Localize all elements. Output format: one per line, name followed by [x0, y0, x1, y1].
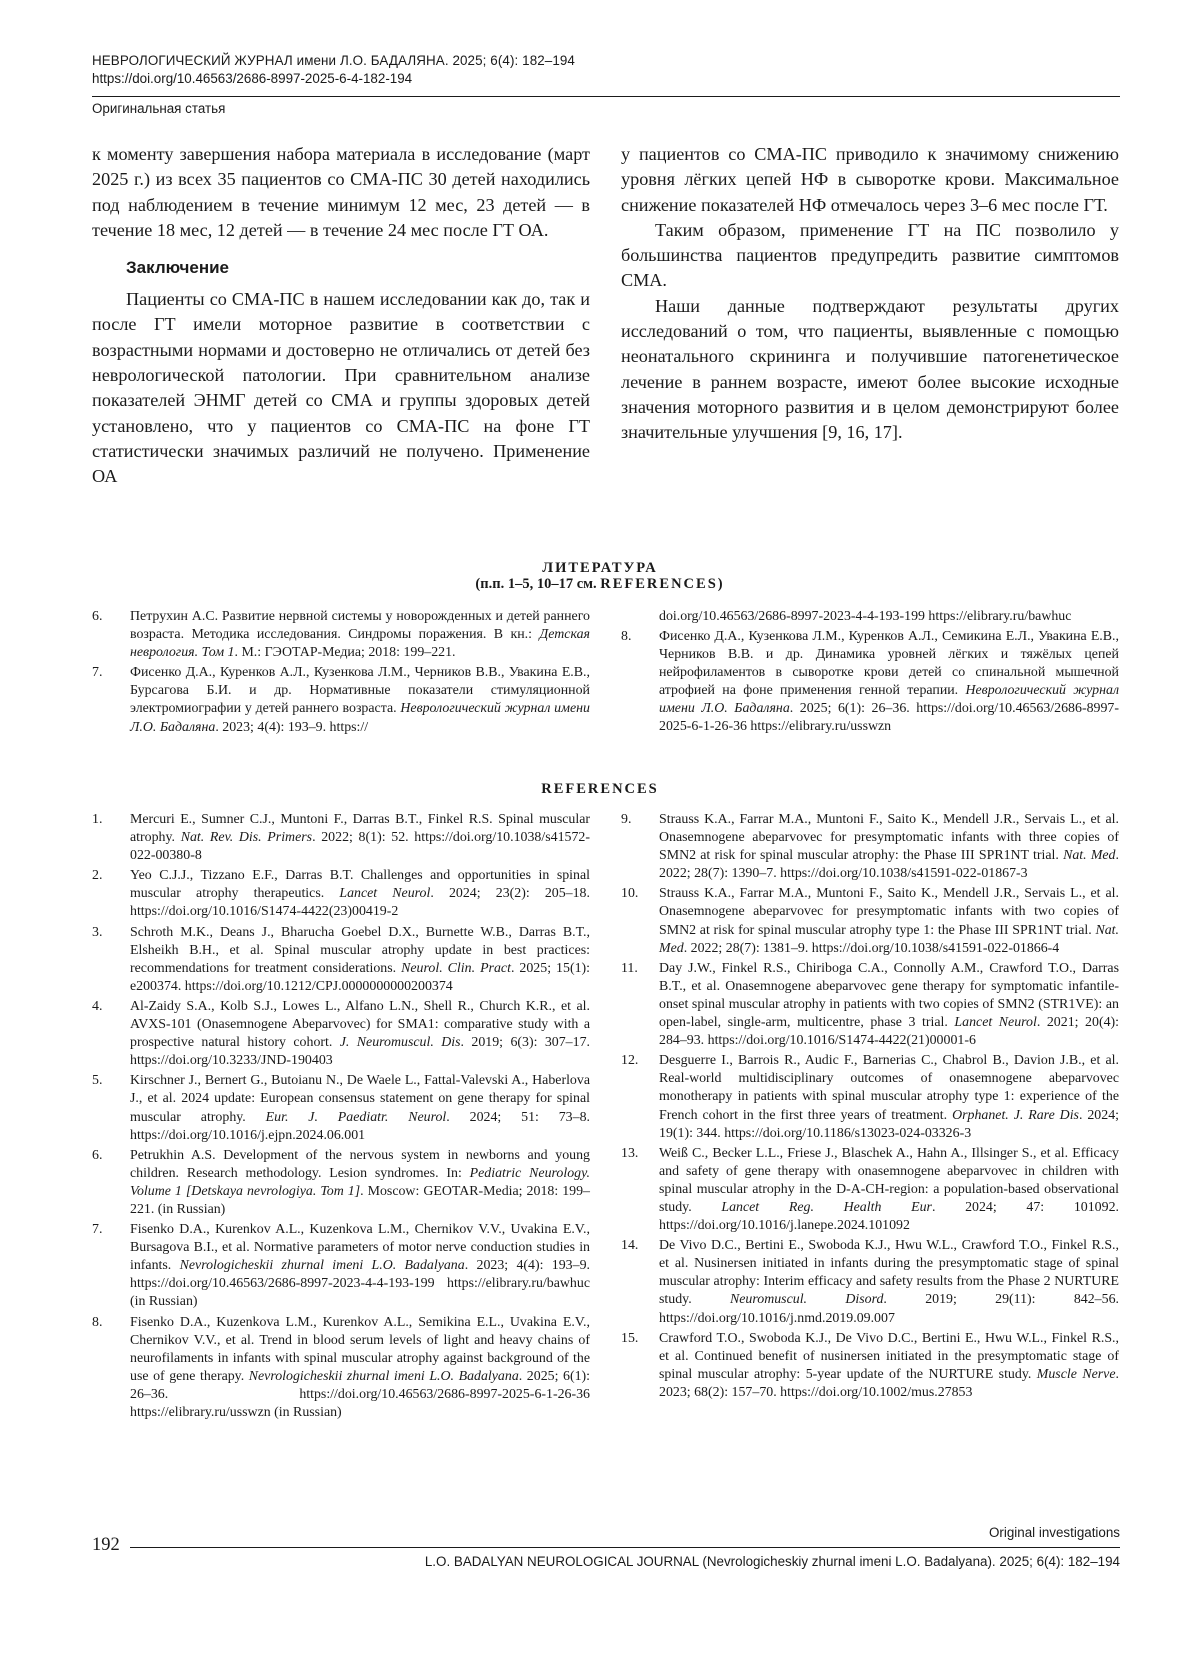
en-references-left [92, 811, 590, 1424]
reference-continuation: doi.org/10.46563/2686-8997-2023-4-4-193-199 https://elibrary.ru/bawhuc [659, 609, 1072, 624]
reference-item [92, 1221, 590, 1311]
reference-source: Lancet Neurol [339, 886, 431, 902]
body-column-left [92, 142, 590, 490]
reference-item [92, 1314, 590, 1423]
reference-details: . Moscow: GEOTAR-Media; 2018: 199–221. (in Russian) [130, 1183, 590, 1217]
literature-heading: ЛИТЕРАТУРА [542, 560, 658, 576]
reference-number: 14. [621, 1238, 639, 1254]
reference-number: 10. [621, 886, 639, 902]
reference-item [92, 811, 590, 865]
footer-divider [130, 1547, 1120, 1548]
reference-item [92, 998, 590, 1070]
reference-source: Nat. Rev. Dis. Primers [180, 830, 313, 846]
reference-text: Strauss K.A., Farrar M.A., Muntoni F., Saito K., Mendell J.R., Servais L., et al. Onasemnogene abeparvovec for presymptomatic infants with three copies of SMN2 at risk for spinal muscular atrophy: the Phase III SPR1NT trial. [659, 812, 1119, 864]
article-doi[interactable]: https://doi.org/10.46563/2686-8997-2025-6-4-182-194 [92, 71, 413, 86]
page-header [92, 52, 1120, 88]
ru-references-right-list [621, 628, 1119, 739]
reference-source: Nevrologicheskii zhurnal imeni L.O. Badalyana [179, 1258, 465, 1274]
body-paragraph: Наши данные подтверждают результаты других исследований о том, что пациенты, выявленные с помощью неонатального скрининга и получившие патогенетическое лечение в раннем возрасте, имеют более высокие исходные значения моторного развития и в целом демонстрируют более значительные улучшения [9, 16, 17]. [621, 295, 1119, 443]
literature-subheading-ref: REFERENCES) [600, 576, 725, 592]
reference-text: Al-Zaidy S.A., Kolb S.J., Lowes L., Alfano L.N., Shell R., Church K.R., et al. AVXS-101 (Onasemnogene Abeparvovec) for SMA1: comparative study with a prospective natural history cohort. [130, 998, 590, 1051]
references-heading: REFERENCES [541, 781, 659, 797]
body-paragraph: к моменту завершения набора материала в исследование (март 2025 г.) из всех 35 пациентов со СМА-ПС 30 детей находились под наблюдением в течение минимум 12 мес, 23 детей — в течение 18 мес, 12 детей — в течение 24 мес после ГТ ОА. [92, 144, 590, 240]
reference-number: 6. [92, 1147, 103, 1163]
reference-item [92, 664, 590, 736]
reference-number: 15. [621, 1330, 639, 1346]
reference-number: 3. [92, 924, 103, 940]
reference-number: 12. [621, 1053, 639, 1069]
reference-details: . 2025; 6(1): 26–36. https://doi.org/10.46563/2686-8997-2025-6-1-26-36 https://elibrary.ru/usswzn (in Russian) [130, 1368, 591, 1420]
reference-details: . 2022; 28(7): 1390–7. https://doi.org/10.1038/s41591-022-01867-3 [659, 848, 1119, 882]
reference-text: Yeo C.J.J., Tizzano E.F., Darras B.T. Challenges and opportunities in spinal muscular atrophy therapeutics. [130, 868, 590, 902]
en-references-right [621, 811, 1119, 1404]
footer-journal: L.O. BADALYAN NEUROLOGICAL JOURNAL (Nevrologicheskiy zhurnal imeni L.O. Badalyana). 2025; 6(4): 182–194 [424, 1554, 1120, 1569]
conclusion-heading: Заключение [126, 258, 229, 278]
journal-header: НЕВРОЛОГИЧЕСКИЙ ЖУРНАЛ имени Л.О. БАДАЛЯНА. 2025; 6(4): 182–194 [92, 53, 575, 68]
reference-details: . 2023; 4(4): 193–9. https://doi.org/10.46563/2686-8997-2023-4-4-193-199 https://elibrary.ru/bawhuc (in Russian) [130, 1258, 590, 1310]
reference-text: Crawford T.O., Swoboda K.J., De Vivo D.C., Bertini E., Hwu W.L., Finkel R.S., et al. Continued benefit of nusinersen initiated in the presymptomatic stage of spinal muscular atrophy: 5-year update of the NURTURE study. [659, 1330, 1119, 1382]
reference-number: 9. [621, 812, 632, 827]
reference-number: 1. [92, 812, 103, 827]
reference-item [621, 1145, 1119, 1235]
literature-subheading [0, 576, 1200, 593]
reference-source: Neuromuscul. Disord [729, 1292, 884, 1308]
reference-source: Neurol. Clin. Pract [401, 960, 511, 976]
reference-item [92, 924, 590, 996]
reference-item [621, 1052, 1119, 1142]
reference-details: . 2022; 28(7): 1381–9. https://doi.org/10.1038/s41591-022-01866-4 [683, 940, 1060, 956]
literature-subheading-text: (п.п. 1–5, 10–17 см. [475, 576, 601, 592]
reference-source: Orphanet. J. Rare Dis [952, 1107, 1079, 1123]
reference-item [621, 885, 1119, 957]
reference-source: Nat. Med [659, 922, 1119, 956]
reference-item [92, 1147, 590, 1219]
reference-details: . 2019; 6(3): 307–17. https://doi.org/10.3233/JND-190403 [130, 1035, 590, 1069]
reference-text: Kirschner J., Bernert G., Butoianu N., De Waele L., Fattal-Valevski A., Haberlova J., et al. 2024 update: European consensus statement on gene therapy for spinal muscular atrophy. [130, 1073, 590, 1125]
reference-number: 6. [92, 609, 103, 624]
reference-details: . М.: ГЭОТАР-Медиа; 2018: 199–221. [234, 645, 456, 661]
reference-text: Strauss K.A., Farrar M.A., Muntoni F., Saito K., Mendell J.R., Servais L., et al. Onasemnogene abeparvovec for presymptomatic infants with two copies of SMN2 at risk for spinal muscular atrophy type 1: the Phase III SPR1NT trial. [659, 886, 1119, 938]
reference-source: Eur. J. Paediatr. Neurol [265, 1109, 447, 1125]
reference-source: J. Neuromuscul. Dis [339, 1035, 461, 1051]
reference-details: . 2019; 29(11): 842–56. https://doi.org/10.1016/j.nmd.2019.09.007 [659, 1292, 1119, 1326]
body-paragraph: Таким образом, применение ГТ на ПС позволило у большинства пациентов предупредить развитие симптомов СМА. [621, 219, 1119, 291]
reference-item [621, 960, 1119, 1050]
reference-text: Фисенко Д.А., Кузенкова Л.М., Куренков А.Л., Семикина Е.Л., Увакина Е.В., Черников В.В. и др. Динамика уровней лёгких и тяжёлых цепей нейрофиламентов в сыворотке крови детей со спинальной мышечной атрофией на фоне применения генной терапии. [659, 629, 1119, 699]
reference-text: Fisenko D.A., Kuzenkova L.M., Kurenkov A.L., Semikina E.L., Uvakina E.V., Chernikov V.V., et al. Trend in blood serum levels of light and heavy chains of neurofilaments in infants with spinal muscular atrophy against background of the use of gene therapy. [130, 1314, 590, 1384]
reference-source: Pediatric Neurology. Volume 1 [Detskaya nevrologiya. Tom 1] [130, 1165, 590, 1199]
reference-text: Desguerre I., Barrois R., Audic F., Barnerias C., Chabrol B., Davion J.B., et al. Real-world multidisciplinary outcomes of onasemnogene abeparvovec monotherapy in patients with spinal muscular atrophy type 1: experience of the French cohort in the first three years of treatment. [659, 1053, 1119, 1123]
reference-details: . 2024; 23(2): 205–18. https://doi.org/10.1016/S1474-4422(23)00419-2 [130, 886, 590, 920]
reference-item [621, 1237, 1119, 1327]
body-paragraph: Пациенты со СМА-ПС в нашем исследовании как до, так и после ГТ имели моторное развитие в соответствии с возрастными нормами и достоверно не отличались от детей без неврологической патологии. При сравнительном анализе показателей ЭНМГ детей со СМА и группы здоровых детей установлено, что у пациентов со СМА-ПС на фоне ГТ статистически значимых различий не получено. Применение ОА [92, 289, 590, 487]
reference-item [621, 1330, 1119, 1402]
reference-details: . 2024; 19(1): 344. https://doi.org/10.1186/s13023-024-03326-3 [659, 1107, 1120, 1141]
ru-references-right [621, 608, 1119, 628]
reference-details: . 2025; 6(1): 26–36. https://doi.org/10.46563/2686-8997-2025-6-1-26-36 https://elibrary.ru/usswzn [659, 701, 1119, 735]
reference-details: . 2022; 8(1): 52. https://doi.org/10.1038/s41572-022-00380-8 [130, 830, 590, 864]
reference-text: Fisenko D.A., Kurenkov A.L., Kuzenkova L.M., Chernikov V.V., Uvakina E.V., Bursagova B.I., et al. Normative parameters of motor nerve conduction studies in infants. [130, 1222, 590, 1274]
reference-details: . 2025; 15(1): e200374. https://doi.org/10.1212/CPJ.0000000000200374 [130, 960, 591, 994]
page-number: 192 [92, 1535, 120, 1555]
section-label: Оригинальная статья [92, 101, 226, 116]
reference-number: 7. [92, 665, 103, 681]
reference-number: 8. [621, 629, 632, 644]
reference-source: Lancet Neurol [954, 1015, 1037, 1031]
reference-details: . 2024; 51: 73–8. https://doi.org/10.1016/j.ejpn.2024.06.001 [130, 1109, 590, 1143]
reference-item [92, 608, 590, 662]
reference-number: 13. [621, 1145, 639, 1161]
reference-text: Schroth M.K., Deans J., Bharucha Goebel D.X., Burnette W.B., Darras B.T., Elsheikh B.H., et al. Spinal muscular atrophy update in best practices: recommendations for treatment considerations. [130, 924, 590, 976]
reference-number: 5. [92, 1073, 103, 1089]
reference-details: . 2023; 68(2): 157–70. https://doi.org/10.1002/mus.27853 [659, 1366, 1119, 1400]
body-paragraph: у пациентов со СМА-ПС приводило к значимому снижению уровня лёгких цепей НФ в сыворотке крови. Максимальное снижение показателей НФ отмечалось через 3–6 мес после ГТ. [621, 144, 1119, 215]
reference-text: Фисенко Д.А., Куренков А.Л., Кузенкова Л.М., Черников В.В., Увакина Е.В., Бурсагова Б.И. и др. Нормативные показатели стимуляционной электромиографии у детей раннего возраста. [130, 665, 590, 717]
reference-text: De Vivo D.C., Bertini E., Swoboda K.J., Hwu W.L., Crawford T.O., Finkel R.S., et al. Nusinersen initiated in infants during the presymptomatic stage of spinal muscular atrophy: Interim efficacy and safety results from the Phase 2 NURTURE study. [659, 1238, 1119, 1308]
reference-item [621, 811, 1119, 883]
reference-number: 2. [92, 868, 103, 884]
reference-item [621, 628, 1119, 737]
reference-number: 4. [92, 998, 103, 1014]
reference-source: Детская неврология. Том 1 [130, 627, 590, 661]
reference-text: Mercuri E., Sumner C.J., Muntoni F., Darras B.T., Finkel R.S. Spinal muscular atrophy. [130, 812, 590, 846]
reference-source: Nevrologicheskii zhurnal imeni L.O. Badalyana [248, 1368, 519, 1384]
reference-text: Day J.W., Finkel R.S., Chiriboga C.A., Connolly A.M., Crawford T.O., Darras B.T., et al. Onasemnogene abeparvovec gene therapy for symptomatic infantile-onset spinal muscular atrophy in patients with two copies of SMN2 (STR1VE): an open-label, single-arm, multicentre, phase 3 trial. [659, 960, 1119, 1031]
reference-number: 7. [92, 1222, 103, 1238]
reference-details: . 2023; 4(4): 193–9. https:// [215, 719, 369, 735]
reference-source: Неврологический журнал имени Л.О. Бадаляна [659, 683, 1120, 717]
reference-number: 11. [621, 960, 638, 976]
footer-section: Original investigations [989, 1525, 1120, 1540]
ru-references-left [92, 608, 590, 739]
reference-text: Петрухин А.С. Развитие нервной системы у новорожденных и детей раннего возраста. Методика исследования. Синдромы поражения. В кн.: [130, 609, 590, 643]
reference-text: Weiß C., Becker L.L., Friese J., Blaschek A., Hahn A., Illsinger S., et al. Efficacy and safety of gene therapy with onasemnogene abeparvovec in children with spinal muscular atrophy in the D-A-CH-region: a population-based observational study. [659, 1145, 1119, 1215]
header-divider [92, 96, 1120, 97]
reference-details: . 2021; 20(4): 284–93. https://doi.org/10.1016/S1474-4422(21)00001-6 [659, 1015, 1119, 1049]
reference-item [92, 1072, 590, 1144]
reference-source: Nat. Med [1063, 848, 1116, 864]
reference-details: . 2024; 47: 101092. https://doi.org/10.1016/j.lanepe.2024.101092 [659, 1199, 1119, 1234]
reference-source: Muscle Nerve [1036, 1366, 1116, 1382]
reference-source: Неврологический журнал имени Л.О. Бадаляна [130, 701, 590, 735]
reference-text: Petrukhin A.S. Development of the nervous system in newborns and young children. Research methodology. Lesion syndromes. In: [130, 1147, 590, 1181]
body-column-right [621, 142, 1119, 446]
reference-item [92, 867, 590, 921]
reference-source: Lancet Reg. Health Eur [721, 1199, 932, 1215]
reference-number: 8. [92, 1314, 103, 1330]
